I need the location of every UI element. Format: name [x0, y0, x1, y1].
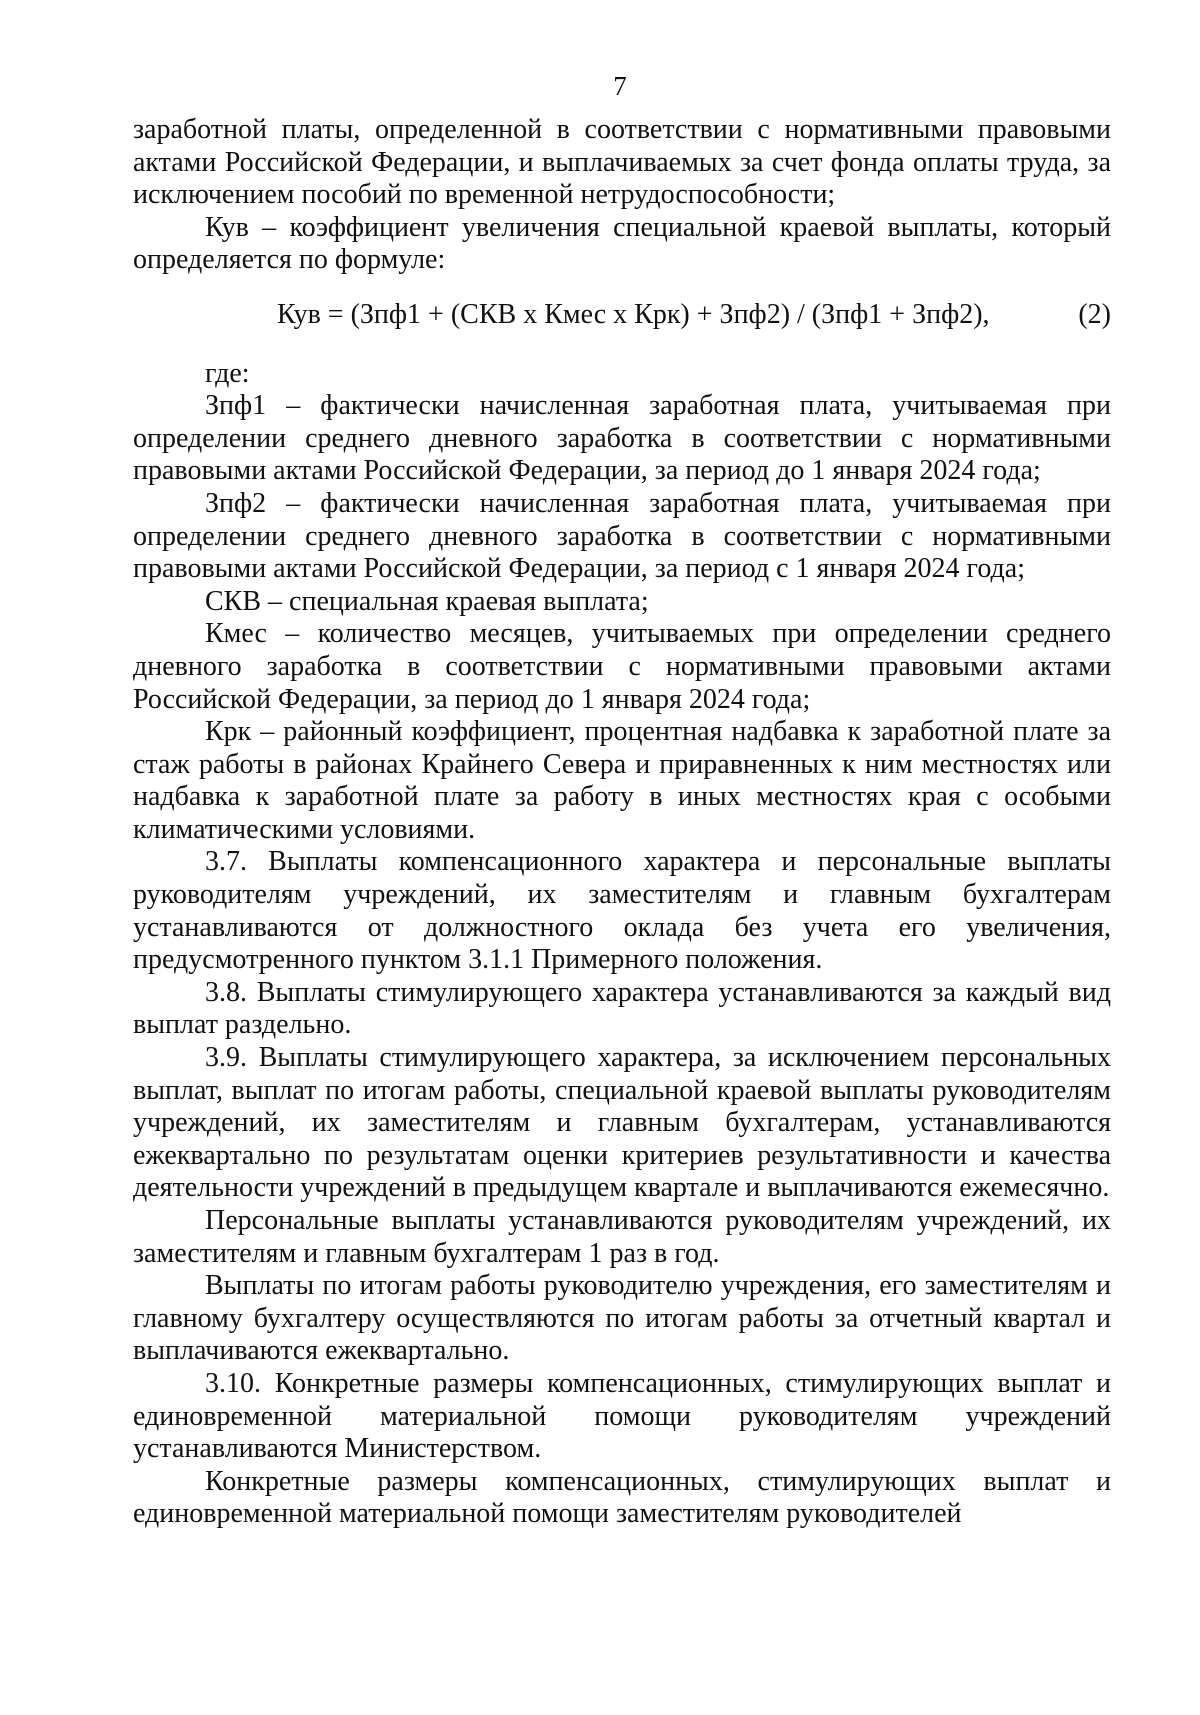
formula-number: (2)	[1078, 298, 1111, 330]
paragraph-3-8: 3.8. Выплаты стимулирующего характера устанавливаются за каждый вид выплат раздельно.	[133, 976, 1111, 1041]
paragraph-results-payments: Выплаты по итогам работы руководителю учреждения, его заместителям и главному бухгалтеру осуществляются по итогам работы за отчетный квартал и выплачиваются ежеквартально.	[133, 1270, 1111, 1367]
paragraph-deputies-sizes: Конкретные размеры компенсационных, стимулирующих выплат и единовременной материальной помощи заместителям руководителей	[133, 1465, 1111, 1530]
paragraph-zpf2: Зпф2 – фактически начисленная заработная плата, учитываемая при определении среднего дневного заработка в соответствии с нормативными правовыми актами Российской Федерации, за период с 1 января 2024 года;	[133, 487, 1111, 585]
paragraph-3-9: 3.9. Выплаты стимулирующего характера, за исключением персональных выплат, выплат по итогам работы, специальной краевой выплаты руководителям учреждений, их заместителям и главным бухгалтерам, устанавливаются ежеквартально по результатам оценки критериев результативности и качества деятельности учреждений в предыдущем квартале и выплачиваются ежемесячно.	[133, 1042, 1111, 1204]
paragraph-kmes: Кмес – количество месяцев, учитываемых при определении среднего дневного заработка в соответствии с нормативными правовыми актами Российской Федерации, за период до 1 января 2024 года;	[133, 618, 1111, 715]
paragraph-skv: СКВ – специальная краевая выплата;	[205, 585, 649, 617]
paragraph-zpf1: Зпф1 – фактически начисленная заработная плата, учитываемая при определении среднего дневного заработка в соответствии с нормативными правовыми актами Российской Федерации, за период до 1 января 2024 года;	[133, 390, 1111, 487]
paragraph-3-7: 3.7. Выплаты компенсационного характера и персональные выплаты руководителям учреждений, их заместителям и главным бухгалтерам устанавливаются от должностного оклада без учета его увеличения, предусмотренного пунктом 3.1.1 Примерного положения.	[133, 846, 1111, 976]
document-body	[133, 114, 1111, 1531]
paragraph-personal-payments: Персональные выплаты устанавливаются руководителям учреждений, их заместителям и главным бухгалтерам 1 раз в год.	[133, 1205, 1111, 1269]
paragraph-kuv-definition: Кув – коэффициент увеличения специальной краевой выплаты, который определяется по формуле:	[133, 211, 1111, 276]
paragraph-continued: заработной платы, определенной в соответствии с нормативными правовыми актами Российской Федерации, и выплачиваемых за счет фонда оплаты труда, за исключением пособий по временной нетрудоспособности;	[133, 114, 1111, 211]
page-number: 7	[613, 71, 627, 101]
formula-kuv: Кув = (Зпф1 + (СКВ х Кмес х Крк) + Зпф2) / (Зпф1 + Зпф2),	[277, 298, 990, 330]
paragraph-krk: Крк – районный коэффициент, процентная надбавка к заработной плате за стаж работы в районах Крайнего Севера и приравненных к ним местностях или надбавка к заработной плате за работу в иных местностях края с особыми климатическими условиями.	[133, 716, 1111, 845]
where-label: где:	[205, 357, 250, 389]
paragraph-3-10: 3.10. Конкретные размеры компенсационных, стимулирующих выплат и единовременной материальной помощи руководителям учреждений устанавливаются Министерством.	[133, 1367, 1111, 1465]
formula-block	[133, 299, 1111, 332]
